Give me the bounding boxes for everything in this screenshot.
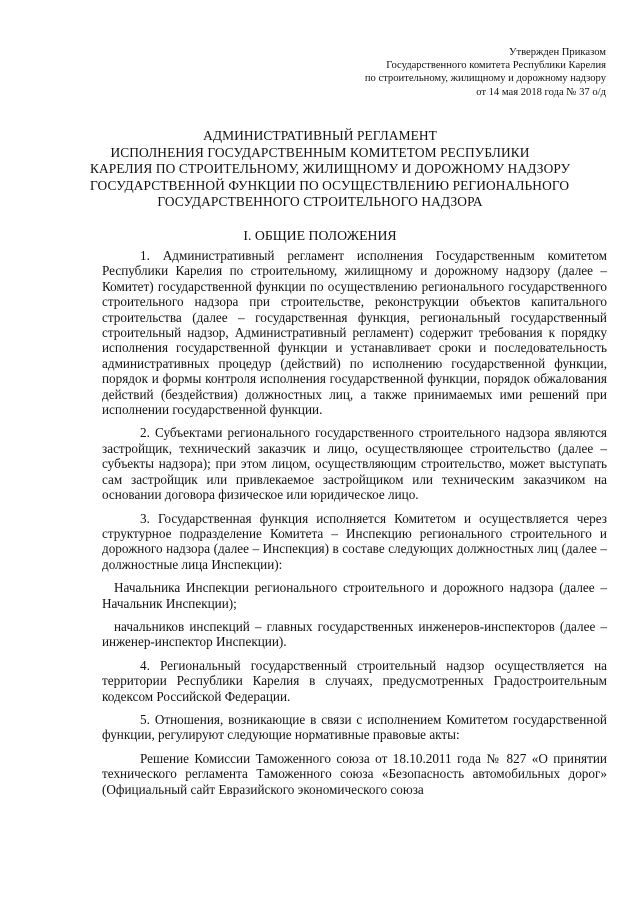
paragraph-2: 2. Субъектами регионального государственного строительного надзора являются застройщик, технический заказчик и лицо, осуществляющее строительство (далее – субъекты надзора); при этом лицом, осуществляющим строительство, может выступать сам застройщик или привлекаемое застройщиком или техническим заказчиком на основании договора физическое или юридическое лицо.: [102, 425, 607, 503]
title-line: ГОСУДАРСТВЕННОГО СТРОИТЕЛЬНОГО НАДЗОРА: [157, 194, 483, 210]
paragraph-5: 5. Отношения, возникающие в связи с исполнением Комитетом государственной функции, регулируют следующие нормативные правовые акты:: [102, 711, 607, 743]
paragraph-4: 4. Региональный государственный строительный надзор осуществляется на территории Республики Карелия в случаях, предусмотренных Градостроительным кодексом Российской Федерации.: [102, 657, 607, 704]
title-line: АДМИНИСТРАТИВНЫЙ РЕГЛАМЕНТ: [203, 128, 437, 143]
paragraph-3-item-head: Начальника Инспекции регионального строительного и дорожного надзора (далее – Начальник Инспекции);: [102, 580, 607, 611]
approval-line: по строительному, жилищному и дорожному надзору: [364, 73, 606, 85]
paragraph-5-item-decision: Решение Комиссии Таможенного союза от 18.10.2011 года № 827 «О принятии технического регламента Таможенного союза «Безопасность автомобильных дорог» (Официальный сайт Евразийского экономического союза: [102, 750, 607, 797]
document-title: [90, 128, 571, 211]
page-bottom-edge: [0, 897, 640, 905]
approval-line: от 14 мая 2018 года № 37 о/д: [476, 86, 606, 98]
section-heading: I. ОБЩИЕ ПОЛОЖЕНИЯ: [243, 228, 397, 243]
title-line: КАРЕЛИЯ ПО СТРОИТЕЛЬНОМУ, ЖИЛИЩНОМУ И ДОРОЖНОМУ НАДЗОРУ: [90, 161, 571, 177]
title-line: ГОСУДАРСТВЕННОЙ ФУНКЦИИ ПО ОСУЩЕСТВЛЕНИЮ РЕГИОНАЛЬНОГО: [90, 177, 570, 193]
paragraph-3-item-inspectors: начальников инспекций – главных государственных инженеров-инспекторов (далее – инженер-инспектор Инспекции).: [102, 618, 607, 650]
approval-stamp: [306, 46, 606, 99]
paragraph-3: 3. Государственная функция исполняется Комитетом и осуществляется через структурное подразделение Комитета – Инспекцию регионального строительного и дорожного надзора (далее – Инспекция) в составе следующих должностных лиц (далее – должностные лица Инспекции):: [102, 510, 607, 572]
title-line: ИСПОЛНЕНИЯ ГОСУДАРСТВЕННЫМ КОМИТЕТОМ РЕСПУБЛИКИ: [110, 144, 530, 160]
approval-line: Утвержден Приказом: [508, 47, 606, 58]
paragraph-1: 1. Административный регламент исполнения Государственным комитетом Республики Карелия по строительному, жилищному и дорожному надзору (далее – Комитет) государственной функции по осуществлению регионального государственного строительного надзора при строительстве, реконструкции объектов капитального строительства (далее – государственная функция, региональный государственный строительный надзор, Административный регламент) содержит требования к порядку исполнения государственной функции и устанавливает сроки и последовательность административных процедур (действий) по исполнению государственной функции, порядок и формы контроля исполнения государственной функции, порядок обжалования действий (бездействия) должностных лиц, а также принимаемых ими решений при исполнении государственной функции.: [102, 248, 607, 418]
approval-line: Государственного комитета Республики Карелия: [386, 60, 606, 72]
document-body: [102, 248, 607, 803]
